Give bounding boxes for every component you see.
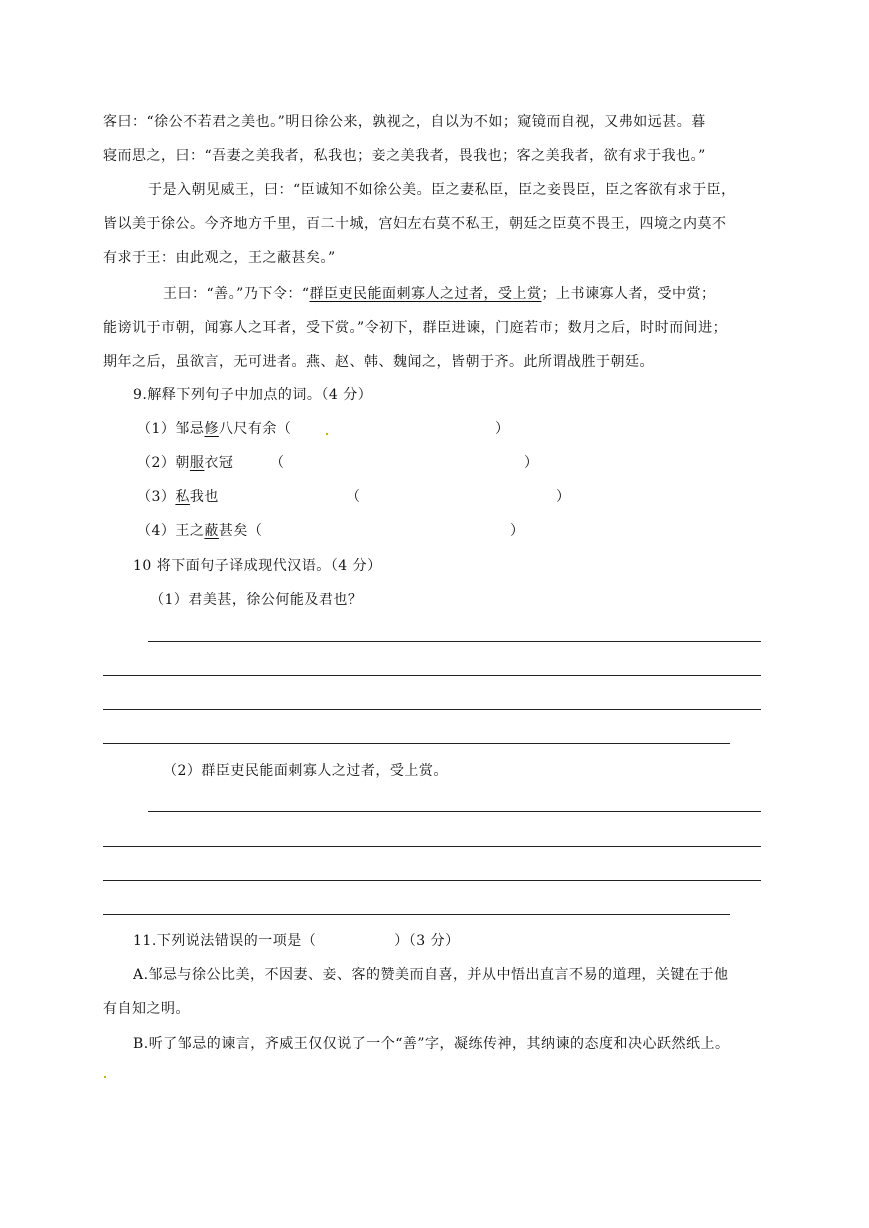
answer-line[interactable] xyxy=(103,743,730,744)
answer-line[interactable] xyxy=(103,675,761,676)
passage-text: 王曰：“善。”乃下令：“ xyxy=(163,286,310,302)
q9-item-text: 衣冠 xyxy=(204,455,234,471)
yellow-dot-mark xyxy=(104,1076,106,1078)
close-paren: ） xyxy=(556,489,570,505)
close-paren: ） xyxy=(524,455,538,471)
q10-sentence-1: （1）君美甚，徐公何能及君也？ xyxy=(150,592,363,608)
q9-key-word: 私 xyxy=(175,489,190,505)
q9-item-text: （1）邹忌 xyxy=(137,421,205,437)
open-paren: （ xyxy=(270,455,284,471)
answer-line[interactable] xyxy=(103,914,730,915)
answer-line[interactable] xyxy=(148,811,761,812)
yellow-dot-mark xyxy=(326,433,328,435)
underlined-sentence: 群臣吏民能面刺寡人之过者，受上赏 xyxy=(309,286,542,302)
q9-item-2 xyxy=(137,453,233,473)
question-9-title: 9.解释下列句子中加点的词。（4 分） xyxy=(133,387,373,403)
question-11-title xyxy=(133,931,460,951)
close-paren: ） xyxy=(510,523,524,539)
open-paren: （ xyxy=(346,489,360,505)
q11-option-a: A.邹忌与徐公比美，不因妻、妾、客的赞美而自喜，并从中悟出直言不易的道理，关键在于他 xyxy=(133,967,729,983)
q9-item-text: （2）朝 xyxy=(137,455,190,471)
q9-item-text: 八尺有余（ xyxy=(218,421,292,437)
close-paren: ） xyxy=(495,421,509,437)
passage-line: 能谤讥于市朝，闻寡人之耳者，受下赏。”令初下，群臣进谏，门庭若市；数月之后，时时而间进； xyxy=(103,320,728,336)
answer-line[interactable] xyxy=(148,641,761,642)
q11-title-text: ）（3 分） xyxy=(394,933,460,949)
passage-line: 期年之后，虽欲言，无可进者。燕、赵、韩、魏闻之，皆朝于齐。此所谓战胜于朝廷。 xyxy=(103,354,654,370)
passage-line: 皆以美于徐公。今齐地方千里，百二十城，宫妇左右莫不私王，朝廷之臣莫不畏王，四境之内莫不 xyxy=(103,216,727,232)
q9-item-1 xyxy=(137,419,291,439)
question-10-title: 10 将下面句子译成现代汉语。（4 分） xyxy=(133,558,382,574)
q9-item-text: （4）王之 xyxy=(137,523,205,539)
q9-item-text: 我也 xyxy=(189,489,219,505)
passage-text: ；上书谏寡人者，受中赏； xyxy=(541,286,716,302)
q10-sentence-2: （2）群臣吏民能面刺寡人之过者，受上赏。 xyxy=(163,763,448,779)
q11-option-b: B.听了邹忌的谏言，齐威王仅仅说了一个“善”字，凝练传神，其纳谏的态度和决心跃然纸上。 xyxy=(133,1036,730,1052)
q9-item-4 xyxy=(137,521,262,541)
passage-line: 客曰：“徐公不若君之美也。”明日徐公来，孰视之，自以为不如；窥镜而自视，又弗如远甚。暮 xyxy=(103,114,706,130)
q9-key-word: 服 xyxy=(189,455,205,471)
q9-item-3 xyxy=(137,487,219,507)
q9-item-text: （3） xyxy=(137,489,176,505)
q9-key-word: 修 xyxy=(204,421,219,437)
passage-line: 有求于王：由此观之，王之蔽甚矣。” xyxy=(103,250,336,266)
q9-key-word: 蔽 xyxy=(204,523,219,539)
q9-item-text: 甚矣（ xyxy=(218,523,263,539)
passage-line: 于是入朝见威王，曰：“臣诚知不如徐公美。臣之妻私臣，臣之妾畏臣，臣之客欲有求于臣， xyxy=(148,182,736,198)
q11-option-a-cont: 有自知之明。 xyxy=(103,1001,190,1017)
answer-line[interactable] xyxy=(103,880,761,881)
passage-line: 寝而思之，曰：“吾妻之美我者，私我也；妾之美我者，畏我也；客之美我者，欲有求于我也。” xyxy=(103,148,706,164)
answer-line[interactable] xyxy=(103,846,761,847)
passage-line xyxy=(163,284,715,304)
q11-title-text: 11.下列说法错误的一项是（ xyxy=(133,933,317,949)
answer-line[interactable] xyxy=(103,709,761,710)
